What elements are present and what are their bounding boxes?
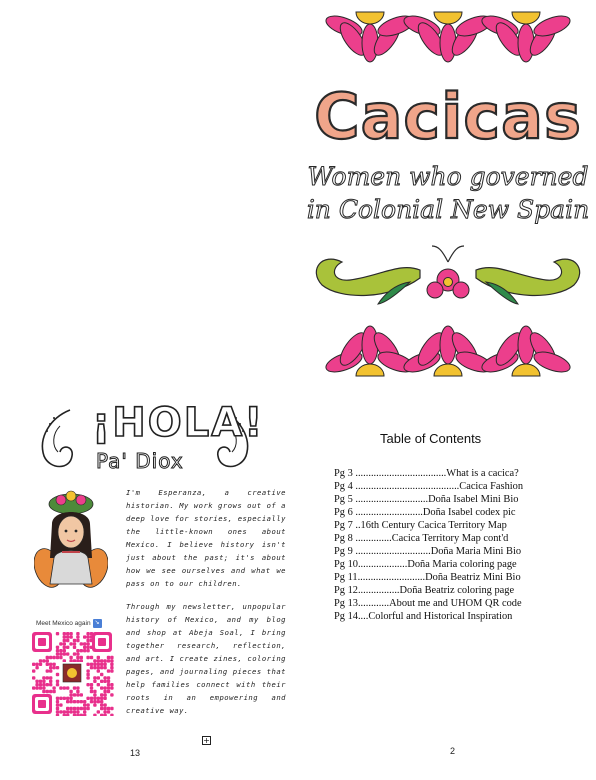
- toc-entry-text: Pg 10...................Doña Maria coloring page: [334, 559, 517, 570]
- toc-title: Table of Contents: [380, 431, 482, 446]
- qr-module: [69, 710, 72, 713]
- qr-module: [93, 666, 96, 669]
- qr-module: [69, 697, 72, 700]
- toc-entry-text: Pg 4 ........................................Cacica Fashion: [334, 481, 524, 492]
- qr-module: [73, 639, 76, 642]
- qr-code[interactable]: [30, 630, 114, 716]
- qr-module: [86, 649, 89, 652]
- qr-module: [110, 707, 113, 710]
- qr-module: [76, 714, 79, 716]
- qr-module: [76, 693, 79, 696]
- qr-module: [63, 632, 66, 635]
- qr-module: [100, 703, 103, 706]
- qr-module: [35, 663, 38, 666]
- qr-module: [103, 703, 106, 706]
- qr-module: [49, 656, 52, 659]
- qr-module: [107, 680, 110, 683]
- qr-module: [35, 680, 38, 683]
- bio-paragraph-2: Through my newsletter, unpopular history of Mexico, and my blog and shop at Abeja Soal, I bring together research, reflection, and art. I create zines, coloring pages, and journaling pieces that help families connect with their roots in an empowering and creative way.: [126, 602, 286, 715]
- qr-module: [100, 693, 103, 696]
- qr-module: [107, 656, 110, 659]
- qr-module: [46, 656, 49, 659]
- qr-module: [103, 697, 106, 700]
- qr-module: [86, 703, 89, 706]
- qr-module: [63, 646, 66, 649]
- toc-entry: [334, 493, 556, 506]
- toc-entry: [334, 532, 556, 545]
- qr-module: [73, 707, 76, 710]
- qr-module: [86, 707, 89, 710]
- qr-module: [103, 680, 106, 683]
- qr-module: [73, 693, 76, 696]
- qr-module: [32, 686, 35, 689]
- qr-module: [63, 697, 66, 700]
- qr-module: [103, 659, 106, 662]
- qr-module: [59, 686, 62, 689]
- qr-module: [66, 646, 69, 649]
- qr-module: [93, 659, 96, 662]
- qr-module: [107, 710, 110, 713]
- qr-module: [83, 646, 86, 649]
- qr-module: [110, 659, 113, 662]
- qr-module: [42, 659, 45, 662]
- qr-module: [52, 656, 55, 659]
- qr-module: [110, 656, 113, 659]
- qr-module: [49, 690, 52, 693]
- qr-module: [56, 683, 59, 686]
- author-portrait-icon: [34, 488, 108, 592]
- qr-module: [59, 642, 62, 645]
- qr-module: [66, 635, 69, 638]
- qr-module: [49, 676, 52, 679]
- qr-label: [36, 619, 102, 628]
- qr-module: [76, 686, 79, 689]
- author-avatar: [34, 488, 108, 592]
- qr-module: [56, 707, 59, 710]
- toc-entry-text: Pg 5 ............................Doña Isabel Mini Bio: [334, 494, 519, 505]
- qr-module: [100, 666, 103, 669]
- qr-module: [59, 649, 62, 652]
- qr-module: [93, 663, 96, 666]
- cover-subtitle-line1: Women who governed: [307, 162, 589, 191]
- qr-module: [100, 700, 103, 703]
- qr-module: [107, 659, 110, 662]
- qr-module: [86, 673, 89, 676]
- arrow-down-icon: ↘: [94, 620, 100, 626]
- toc-entry: [334, 467, 556, 480]
- qr-module: [46, 663, 49, 666]
- qr-module: [86, 635, 89, 638]
- qr-module: [76, 652, 79, 655]
- qr-module: [93, 700, 96, 703]
- toc-entry-text: Pg 9 .............................Doña Maria Mini Bio: [334, 546, 522, 557]
- qr-module: [83, 710, 86, 713]
- qr-module: [83, 649, 86, 652]
- qr-module: [93, 680, 96, 683]
- qr-module: [35, 686, 38, 689]
- page-number-left: 13: [130, 748, 141, 758]
- qr-module: [46, 659, 49, 662]
- qr-module: [46, 683, 49, 686]
- qr-code-icon: [30, 630, 114, 716]
- qr-module: [107, 676, 110, 679]
- qr-module: [56, 666, 59, 669]
- qr-module: [100, 707, 103, 710]
- qr-module: [69, 635, 72, 638]
- zine-cover: [300, 0, 596, 390]
- qr-module: [110, 683, 113, 686]
- qr-module: [76, 635, 79, 638]
- qr-module: [93, 690, 96, 693]
- qr-module: [76, 639, 79, 642]
- qr-module: [100, 686, 103, 689]
- qr-module: [110, 663, 113, 666]
- qr-module: [69, 642, 72, 645]
- qr-module: [73, 700, 76, 703]
- qr-module: [97, 700, 100, 703]
- qr-module: [42, 690, 45, 693]
- author-bio: [126, 486, 286, 727]
- qr-module: [63, 710, 66, 713]
- qr-module: [103, 686, 106, 689]
- qr-module: [97, 697, 100, 700]
- cover-illustration: [300, 0, 596, 390]
- qr-module: [46, 669, 49, 672]
- qr-module: [59, 703, 62, 706]
- bottom-flower-border: [323, 326, 572, 376]
- qr-module: [86, 683, 89, 686]
- cover-subtitle-line2: in Colonial New Spain: [306, 195, 590, 224]
- qr-module: [90, 697, 93, 700]
- qr-module: [93, 714, 96, 716]
- qr-module: [59, 656, 62, 659]
- qr-module: [100, 663, 103, 666]
- qr-module: [56, 673, 59, 676]
- qr-module: [76, 690, 79, 693]
- qr-module: [56, 652, 59, 655]
- qr-module: [56, 656, 59, 659]
- qr-module: [107, 683, 110, 686]
- qr-module: [76, 710, 79, 713]
- qr-module: [103, 676, 106, 679]
- qr-module: [35, 666, 38, 669]
- qr-module: [83, 707, 86, 710]
- qr-module: [56, 697, 59, 700]
- qr-module: [97, 683, 100, 686]
- qr-module: [56, 632, 59, 635]
- qr-module: [73, 710, 76, 713]
- qr-module: [76, 700, 79, 703]
- qr-module: [49, 683, 52, 686]
- qr-module: [100, 697, 103, 700]
- qr-module: [59, 697, 62, 700]
- qr-module: [110, 669, 113, 672]
- qr-module: [80, 649, 83, 652]
- qr-module: [32, 676, 35, 679]
- qr-module: [39, 659, 42, 662]
- qr-module: [39, 663, 42, 666]
- qr-module: [42, 686, 45, 689]
- qr-module: [73, 714, 76, 716]
- qr-module: [66, 632, 69, 635]
- qr-module: [42, 676, 45, 679]
- qr-module: [110, 714, 113, 716]
- qr-module: [93, 697, 96, 700]
- qr-module: [80, 656, 83, 659]
- qr-module: [56, 646, 59, 649]
- qr-module: [66, 697, 69, 700]
- qr-module: [42, 680, 45, 683]
- qr-label-text: Meet Mexico again: [36, 620, 91, 628]
- qr-module: [93, 676, 96, 679]
- qr-module: [32, 669, 35, 672]
- qr-module: [97, 663, 100, 666]
- qr-module: [103, 710, 106, 713]
- qr-module: [49, 669, 52, 672]
- qr-module: [80, 714, 83, 716]
- qr-module: [66, 686, 69, 689]
- qr-module: [100, 714, 103, 716]
- qr-module: [63, 639, 66, 642]
- hola-header: [30, 398, 265, 480]
- qr-module: [80, 707, 83, 710]
- qr-module: [39, 680, 42, 683]
- qr-module: [93, 693, 96, 696]
- qr-module: [46, 676, 49, 679]
- qr-module: [52, 663, 55, 666]
- qr-module: [56, 700, 59, 703]
- toc-entry-text: Pg 8 ..............Cacica Territory Map cont'd: [334, 533, 509, 544]
- qr-module: [73, 652, 76, 655]
- qr-module: [69, 656, 72, 659]
- toc-entry: [334, 610, 556, 623]
- qr-module: [103, 663, 106, 666]
- qr-module: [100, 659, 103, 662]
- page-number-right: 2: [450, 746, 456, 756]
- qr-module: [63, 649, 66, 652]
- qr-module: [46, 690, 49, 693]
- top-flower-border: [323, 12, 572, 62]
- qr-module: [93, 703, 96, 706]
- qr-module: [90, 683, 93, 686]
- qr-module: [86, 656, 89, 659]
- qr-module: [100, 680, 103, 683]
- qr-module: [66, 714, 69, 716]
- qr-module: [103, 690, 106, 693]
- qr-module: [83, 714, 86, 716]
- qr-module: [63, 652, 66, 655]
- toc-entry: [334, 506, 556, 519]
- hola-greeting-sub: Pa' Diox: [96, 449, 184, 473]
- qr-module: [76, 656, 79, 659]
- vine-ornament: [316, 246, 579, 304]
- qr-module: [90, 666, 93, 669]
- cover-title: Cacicas: [314, 80, 582, 153]
- qr-module: [97, 669, 100, 672]
- qr-module: [66, 639, 69, 642]
- qr-module: [80, 642, 83, 645]
- qr-module: [103, 666, 106, 669]
- qr-module: [42, 683, 45, 686]
- qr-module: [59, 710, 62, 713]
- qr-module: [56, 649, 59, 652]
- qr-module: [66, 710, 69, 713]
- qr-module: [107, 690, 110, 693]
- qr-module: [83, 642, 86, 645]
- qr-module: [63, 642, 66, 645]
- toc-entry: [334, 519, 556, 532]
- qr-module: [83, 700, 86, 703]
- qr-module: [97, 710, 100, 713]
- qr-module: [103, 714, 106, 716]
- qr-module: [49, 666, 52, 669]
- qr-module: [63, 714, 66, 716]
- qr-module: [52, 666, 55, 669]
- toc-entry-text: Pg 13............About me and UHOM QR code: [334, 598, 522, 609]
- qr-module: [73, 646, 76, 649]
- qr-module: [83, 703, 86, 706]
- qr-module: [56, 714, 59, 716]
- qr-module: [69, 632, 72, 635]
- qr-module: [56, 703, 59, 706]
- qr-module: [110, 666, 113, 669]
- qr-module: [52, 690, 55, 693]
- qr-module: [32, 663, 35, 666]
- qr-module: [73, 686, 76, 689]
- qr-module: [39, 686, 42, 689]
- table-of-contents: [334, 467, 556, 623]
- qr-module: [69, 700, 72, 703]
- toc-entry: [334, 584, 556, 597]
- toc-entry: [334, 480, 556, 493]
- qr-module: [103, 707, 106, 710]
- add-page-button[interactable]: +: [203, 736, 210, 745]
- qr-module: [76, 632, 79, 635]
- qr-module: [97, 656, 100, 659]
- qr-module: [90, 700, 93, 703]
- toc-entry-text: Pg 6 ..........................Doña Isabel codex pic: [334, 507, 516, 518]
- qr-module: [110, 693, 113, 696]
- qr-module: [86, 646, 89, 649]
- qr-module: [66, 700, 69, 703]
- toc-entry: [334, 558, 556, 571]
- qr-module: [97, 676, 100, 679]
- qr-module: [83, 635, 86, 638]
- qr-module: [49, 680, 52, 683]
- qr-module: [66, 707, 69, 710]
- qr-module: [80, 693, 83, 696]
- bio-paragraph-1: I'm Esperanza, a creative historian. My work grows out of a deep love for stories, especially the little-known ones about Mexico. I believe history isn't just about the past; it's about how we see ourselves and what we pass on to our children.: [126, 488, 286, 588]
- toc-entry: [334, 571, 556, 584]
- qr-module: [63, 635, 66, 638]
- toc-entry: [334, 545, 556, 558]
- qr-module: [56, 710, 59, 713]
- qr-module: [103, 693, 106, 696]
- qr-module: [100, 673, 103, 676]
- qr-module: [76, 707, 79, 710]
- qr-module: [110, 686, 113, 689]
- qr-module: [86, 697, 89, 700]
- qr-module: [56, 680, 59, 683]
- qr-module: [66, 652, 69, 655]
- qr-module: [107, 707, 110, 710]
- qr-module: [69, 690, 72, 693]
- qr-module: [97, 659, 100, 662]
- qr-module: [86, 669, 89, 672]
- qr-module: [107, 669, 110, 672]
- qr-module: [107, 686, 110, 689]
- toc-entry-text: Pg 7 ..16th Century Cacica Territory Map: [334, 520, 507, 531]
- toc-entry-text: Pg 11..........................Doña Beatriz Mini Bio: [334, 572, 521, 583]
- qr-module: [76, 649, 79, 652]
- qr-module: [86, 676, 89, 679]
- toc-entry-text: Pg 14....Colorful and Historical Inspiration: [334, 611, 513, 622]
- qr-module: [86, 632, 89, 635]
- qr-module: [49, 663, 52, 666]
- qr-module: [69, 693, 72, 696]
- qr-module: [59, 652, 62, 655]
- qr-module: [52, 686, 55, 689]
- qr-module: [63, 686, 66, 689]
- qr-module: [90, 686, 93, 689]
- hola-greeting: ¡HOLA!: [92, 400, 265, 446]
- qr-module: [86, 663, 89, 666]
- qr-module: [69, 707, 72, 710]
- qr-module: [86, 642, 89, 645]
- qr-module: [39, 683, 42, 686]
- qr-module: [86, 639, 89, 642]
- qr-module: [97, 666, 100, 669]
- toc-entry-text: Pg 3 ...................................What is a cacica?: [334, 468, 519, 479]
- toc-entry-text: Pg 12................Doña Beatriz coloring page: [334, 585, 515, 596]
- toc-entry: [334, 597, 556, 610]
- qr-module: [35, 683, 38, 686]
- qr-module: [90, 663, 93, 666]
- qr-module: [73, 642, 76, 645]
- qr-module: [90, 690, 93, 693]
- qr-module: [90, 656, 93, 659]
- qr-module: [80, 700, 83, 703]
